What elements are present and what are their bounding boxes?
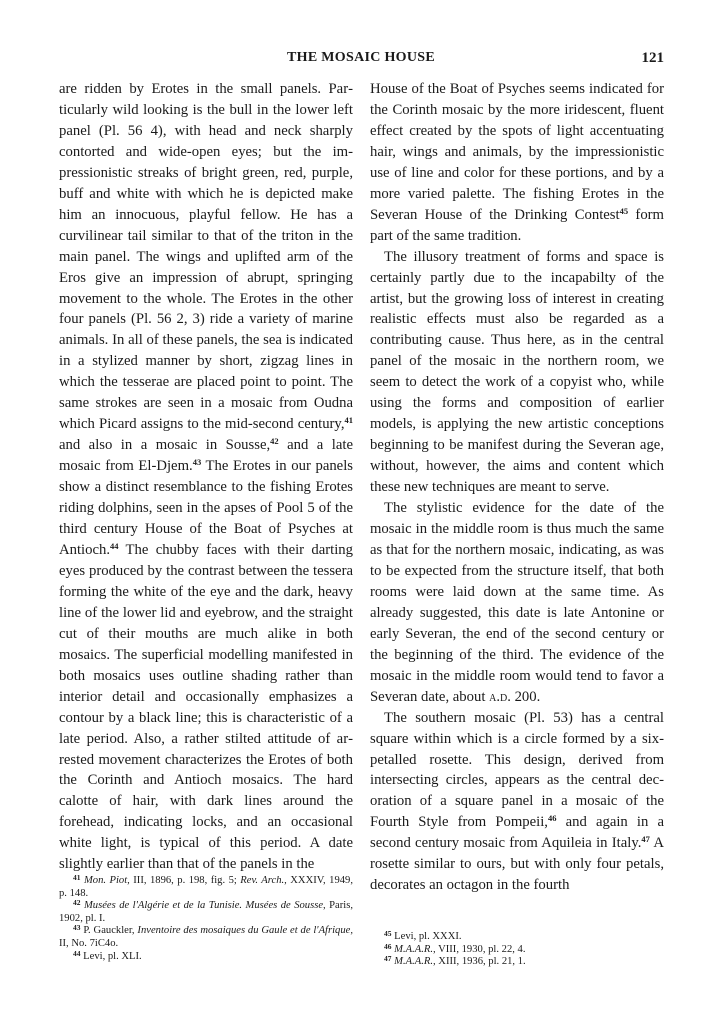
right-paragraph-1: House of the Boat of Psyches seems indicated for the Corinth mosaic by the more iridescent, fluent effect created by the spots of light accentuating hair, wings and animals, by the impressionistic use of line and color for these portions, and by a more varied palette. The fishing Erotes in the Severan House of the Drinking Contest$^{45}$ form part of the same tradition. [370,81,664,244]
footnotes-right [370,931,664,969]
right-paragraph-4: The southern mosaic (Pl. 53) has a central square within which is a circle formed by a six-petalled rosette. This design, derived from intersecting circles, appears as the central decoration of a square panel in a mosaic of the Fourth Style from Pompeii,$^{46}$ and again in a second century mosaic from Aquileia in Italy.$^{47}$ A rosette similar to ours, but with only four petals, decorates an octagon in the fourth [370,709,664,894]
footnote-41: $^{41}$ Mon. Piot, III, 1896, p. 198, fig. 5; Rev. Arch., XXXIV, 1949, p. 148. [59,873,353,899]
footnote-ref-47[interactable]: 47 [641,834,650,845]
footnote-ref-41[interactable]: 41 [344,415,353,426]
footnotes-left [59,875,353,963]
footnote-42: $^{42}$ Musées de l'Algérie et de la Tunisie. Musées de Sousse, Paris, 1902, pl. I. [59,898,354,924]
footnote-ref-44[interactable]: 44 [110,540,119,551]
left-paragraph-1: are ridden by Erotes in the small panels. Particularly wild looking is the bull in the lower left panel (Pl. 56 4), with head and neck sharply contorted and wide-open eyes; but the impressionistic streaks of bright green, red, purple, buff and white with which he is depicted make him an innocuous, playful fellow. He has a curvilinear tail similar to that of the triton in the main panel. The wings and uplifted arm of the Eros give an impression of abrupt, springing movement to the whole. The Erotes in the other four panels (Pl. 56 2, 3) ride a variety of marine animals. In all of these panels, the sea is indicated in a stylized manner by short, zigzag lines in which the tesserae are placed point to point. The same strokes are seen in a mosaic from Oudna which Picard assigns to the mid-second century,$^{41}$ and also in a mosaic in Sousse,$^{42}$ and a late mosaic from El-Djem.$^{43}$ The Erotes in our panels show a distinct resemblance to the fishing Erotes riding dolphins, seen in the apses of Pool 5 of the third century House of the Boat of Psyches at Antioch.$^{44}$ The chubby faces with their darting eyes produced by the contrast between the tessera forming the white of the eye and the dark, heavy line of the lower lid and eyebrow, and the straight cut of their mouths are much alike in both mosaics. The superficial modelling manifested in both mosaics uses outline shading rather than interior detail and occasionally emphasizes a contour by a black line; this is characteristic of a late period. Also, a rather stilted attitude of arrested movement characterizes the Erotes of both the Corinth and Antioch mosaics. The hard calotte of hair, with dark lines around the forehead, indicating locks, and an occasional white light, is typical of this period. A date slightly earlier than that of the panels in the [59,81,353,873]
footnote-44: $^{44}$ Levi, pl. XLI. [73,948,142,962]
page-number: 121 [641,50,664,66]
footnote-45: $^{45}$ Levi, pl. XXXI. [384,929,462,942]
page-header [58,50,664,70]
right-column [370,79,664,896]
footnote-46: $^{46}$ M.A.A.R., VIII, 1930, pl. 22, 4. [384,941,526,955]
footnote-43: $^{43}$ P. Gauckler, Inventoire des mosaiques du Gaule et de l'Afrique, II, No. 7iC4o. [59,923,353,949]
footnote-ref-43[interactable]: 43 [192,457,202,468]
footnote-ref-45[interactable]: 45 [619,205,629,216]
footnote-ref-46[interactable]: 46 [547,813,557,824]
left-column [59,79,353,875]
running-title: THE MOSAIC HOUSE [287,50,435,65]
footnote-47: $^{47}$ M.A.A.R., XIII, 1936, pl. 21, 1. [384,954,526,968]
right-paragraph-3: The stylistic evidence for the date of the mosaic in the middle room is thus much the same as that for the northern mosaic, indicating, as was to be expected from the structure itself, that both rooms were laid down at the same time. As already suggested, this date is late Antonine or early Severan, the end of the second century or the beginning of the third. The evidence of the mosaic in the middle room would tend to favor a Severan date, about a.d. 200. [370,500,664,705]
right-paragraph-2: The illusory treatment of forms and space is certainly partly due to the incapabilty of the artist, but the growing loss of interest in creating realistic effects must also be regarded as a contributing cause. Thus here, as in the central panel of the mosaic in the northern room, we seem to detect the work of a copyist who, while using the forms and composition of earlier models, is applying the new artistic conceptions beginning to be manifest during the Severan age, without, however, the aims and content which these new techniques are meant to serve. [370,248,664,496]
footnote-ref-42[interactable]: 42 [270,436,279,447]
